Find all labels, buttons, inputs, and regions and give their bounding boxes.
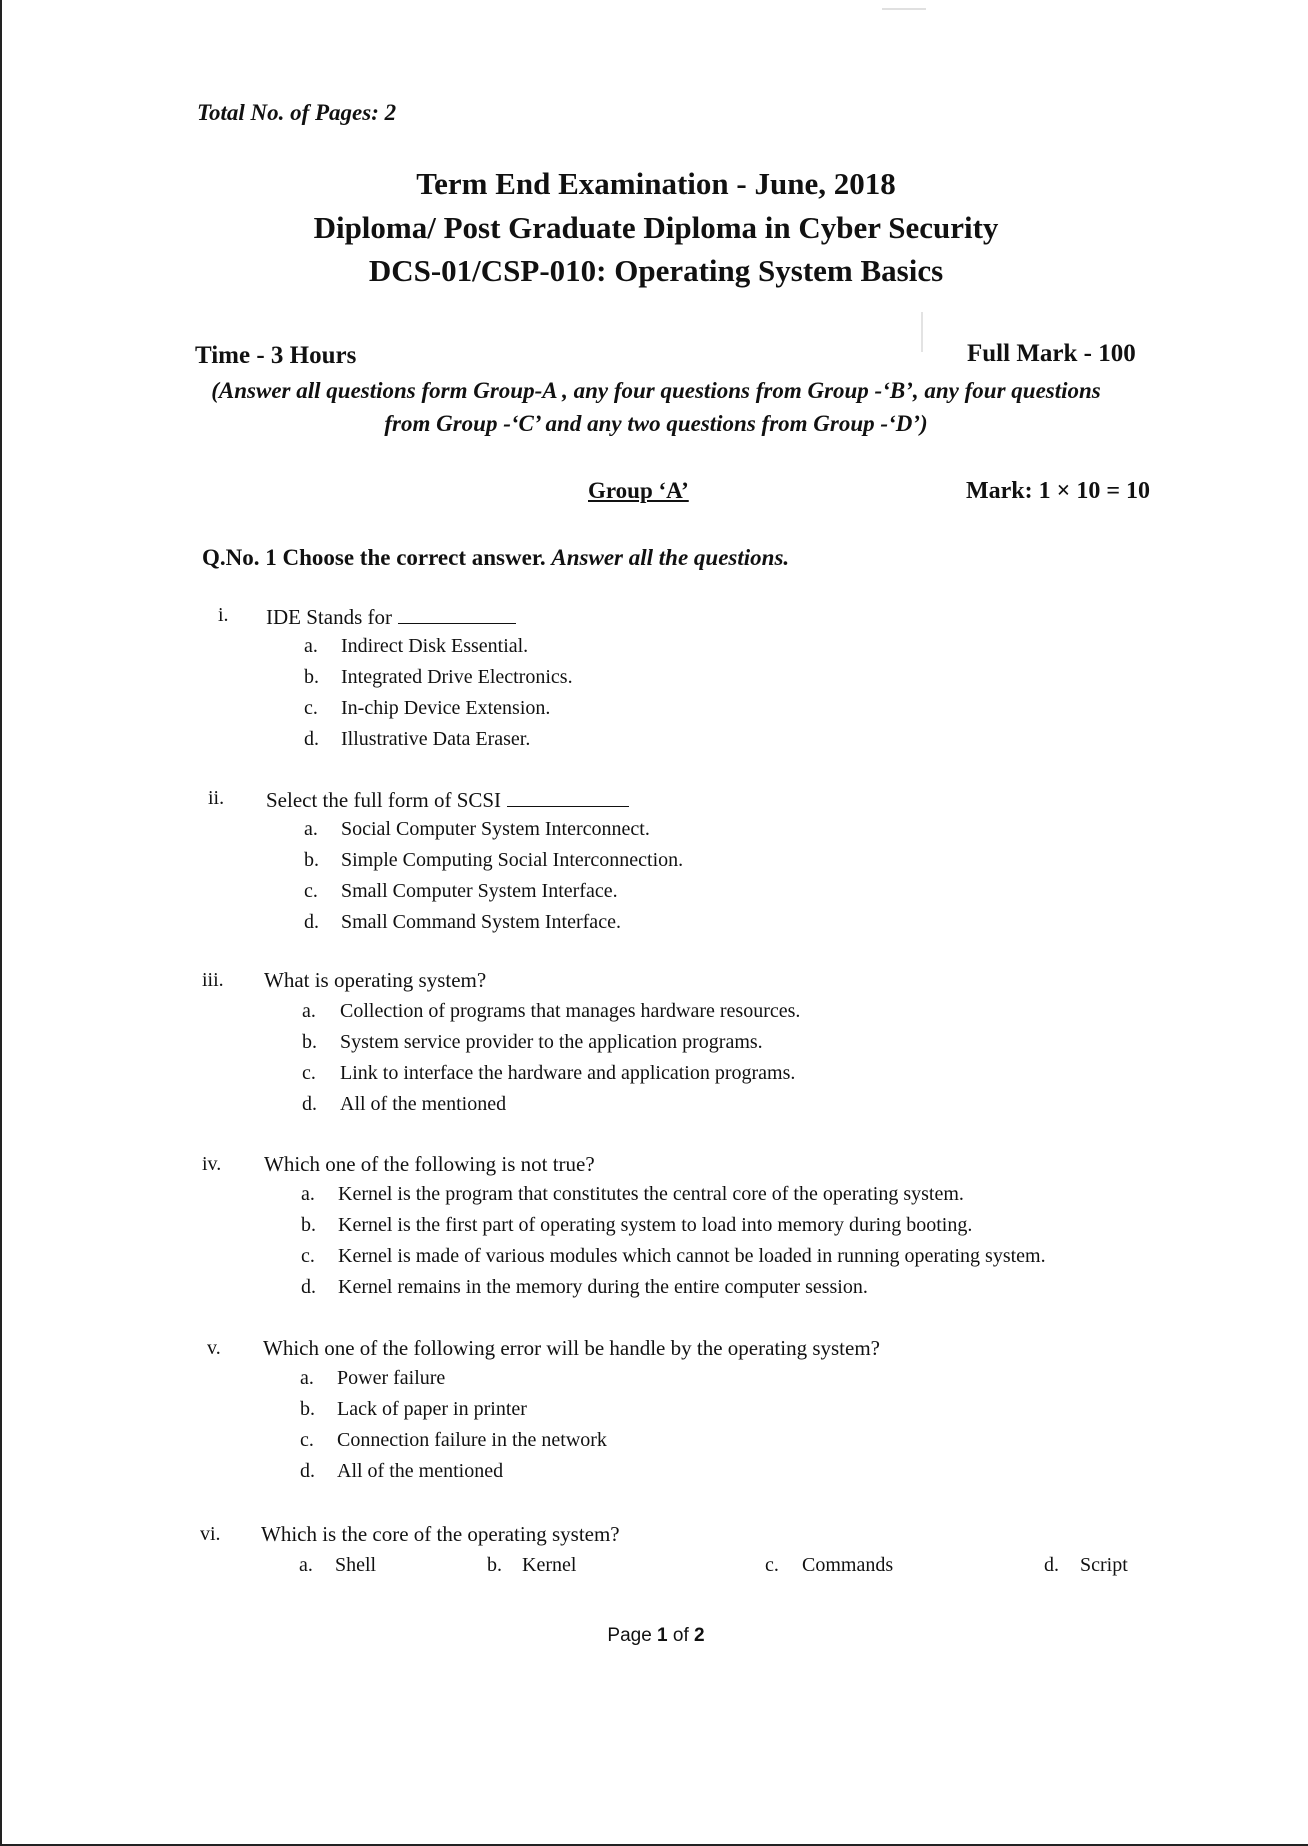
total-pages-note: Total No. of Pages: 2 <box>197 100 397 125</box>
option-text: In-chip Device Extension. <box>341 697 551 719</box>
option-text: Lack of paper in printer <box>337 1398 527 1420</box>
option-text: Illustrative Data Eraser. <box>341 728 531 750</box>
option-letter: a. <box>300 1367 314 1389</box>
option-text: Kernel is made of various modules which cannot be loaded in running operating system. <box>338 1245 1046 1267</box>
option-letter: b. <box>300 1398 315 1420</box>
question-text: Which one of the following is not true? <box>264 1152 595 1176</box>
question-heading-italic: Answer all the questions. <box>551 545 790 570</box>
option-text: Small Command System Interface. <box>341 911 621 933</box>
instructions-line-2: from Group -‘C’ and any two questions from Group -‘D’) <box>384 411 928 436</box>
question-text-label: IDE Stands for <box>266 605 392 629</box>
footer-prefix: Page <box>607 1625 658 1646</box>
answer-blank <box>507 786 629 807</box>
instructions-line-1: (Answer all questions form Group-A , any four questions from Group -‘B’, any four questions <box>211 378 1101 403</box>
footer-current-page: 1 <box>657 1625 668 1646</box>
option-letter: d. <box>304 911 319 933</box>
time-allowed: Time - 3 Hours <box>195 342 357 369</box>
scan-mark <box>882 8 926 10</box>
question-text: Which is the core of the operating system? <box>261 1522 620 1546</box>
option-letter: a. <box>302 1000 316 1022</box>
option-letter: c. <box>300 1429 314 1451</box>
question-text: What is operating system? <box>264 968 487 992</box>
option-letter: d. <box>304 728 319 750</box>
option-letter: b. <box>487 1554 502 1576</box>
option-text: Shell <box>335 1554 377 1576</box>
option-text: Link to interface the hardware and application programs. <box>340 1062 796 1084</box>
option-letter: b. <box>304 849 319 871</box>
course-title: DCS-01/CSP-010: Operating System Basics <box>368 253 944 288</box>
option-text: Kernel <box>522 1554 577 1576</box>
scan-mark <box>921 312 923 352</box>
option-text: System service provider to the application programs. <box>340 1031 763 1053</box>
option-letter: b. <box>301 1214 316 1236</box>
group-mark: Mark: 1 × 10 = 10 <box>966 478 1150 504</box>
footer-middle: of <box>667 1625 695 1646</box>
answer-blank <box>398 603 516 624</box>
option-letter: d. <box>301 1276 316 1298</box>
option-text: Power failure <box>337 1367 446 1389</box>
option-letter: d. <box>302 1093 317 1115</box>
option-text: Indirect Disk Essential. <box>341 635 529 657</box>
group-heading: Group ‘A’ <box>588 478 689 503</box>
question-number: v. <box>207 1337 221 1359</box>
option-text: All of the mentioned <box>340 1093 507 1115</box>
option-letter: a. <box>304 635 318 657</box>
option-text: Social Computer System Interconnect. <box>341 818 650 840</box>
option-letter: d. <box>1044 1554 1059 1576</box>
option-text: Kernel remains in the memory during the entire computer session. <box>338 1276 868 1298</box>
option-letter: c. <box>765 1554 779 1576</box>
option-text: All of the mentioned <box>337 1460 504 1482</box>
option-text: Integrated Drive Electronics. <box>341 666 573 688</box>
question-text <box>266 786 629 813</box>
option-letter: c. <box>304 697 318 719</box>
footer-total-pages: 2 <box>694 1625 705 1646</box>
option-letter: d. <box>300 1460 315 1482</box>
option-text: Small Computer System Interface. <box>341 880 618 902</box>
option-letter: a. <box>301 1183 315 1205</box>
question-number: iii. <box>202 969 224 991</box>
question-number: vi. <box>200 1523 221 1545</box>
option-letter: c. <box>302 1062 316 1084</box>
option-text: Commands <box>802 1554 894 1576</box>
option-text: Simple Computing Social Interconnection. <box>341 849 684 871</box>
option-letter: a. <box>304 818 318 840</box>
option-text: Collection of programs that manages hardware resources. <box>340 1000 801 1022</box>
option-letter: c. <box>301 1245 315 1267</box>
full-mark: Full Mark - 100 <box>967 340 1136 367</box>
option-text: Kernel is the program that constitutes the central core of the operating system. <box>338 1183 964 1205</box>
question-number: ii. <box>208 787 225 809</box>
question-number: i. <box>218 604 229 626</box>
option-letter: c. <box>304 880 318 902</box>
option-letter: b. <box>304 666 319 688</box>
question-text: Which one of the following error will be handle by the operating system? <box>263 1336 880 1360</box>
option-text: Kernel is the first part of operating system to load into memory during booting. <box>338 1214 973 1236</box>
option-letter: a. <box>299 1554 313 1576</box>
exam-title: Term End Examination - June, 2018 <box>416 166 896 201</box>
option-letter: b. <box>302 1031 317 1053</box>
option-text: Script <box>1080 1554 1128 1576</box>
question-heading-main: Q.No. 1 Choose the correct answer. <box>202 545 546 570</box>
question-number: iv. <box>202 1153 222 1175</box>
program-title: Diploma/ Post Graduate Diploma in Cyber Security <box>313 210 999 245</box>
question-text-label: Select the full form of SCSI <box>266 788 502 812</box>
question-heading <box>202 545 789 571</box>
question-text <box>266 603 516 630</box>
page-number-footer <box>2 1625 1308 1647</box>
option-text: Connection failure in the network <box>337 1429 607 1451</box>
